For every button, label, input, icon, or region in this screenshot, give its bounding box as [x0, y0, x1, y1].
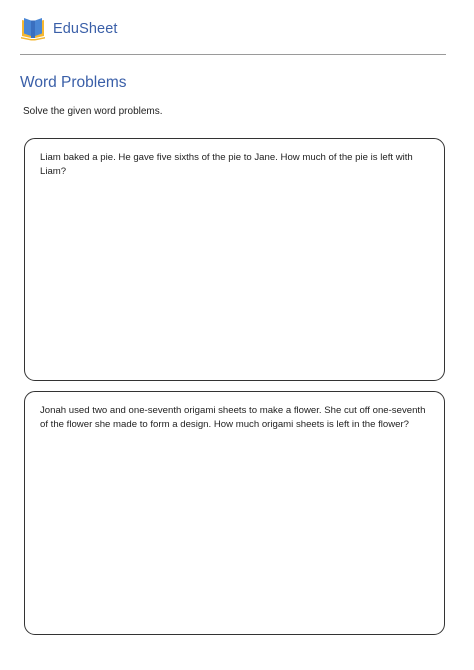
- brand-name: EduSheet: [53, 21, 118, 37]
- open-book-icon: [20, 17, 46, 41]
- problem-box-1[interactable]: [24, 138, 445, 381]
- page-header: [20, 16, 118, 42]
- worksheet-title: Word Problems: [20, 74, 127, 91]
- worksheet-instructions: Solve the given word problems.: [23, 106, 163, 117]
- problem-box-2[interactable]: [24, 391, 445, 635]
- problem-text-2: Jonah used two and one-seventh origami sheets to make a flower. She cut off one-seventh of the flower she made to form a design. How much origami sheets is left in the flower?: [40, 405, 426, 430]
- header-divider: [20, 54, 446, 55]
- problem-text-1: Liam baked a pie. He gave five sixths of the pie to Jane. How much of the pie is left with Liam?: [40, 152, 413, 177]
